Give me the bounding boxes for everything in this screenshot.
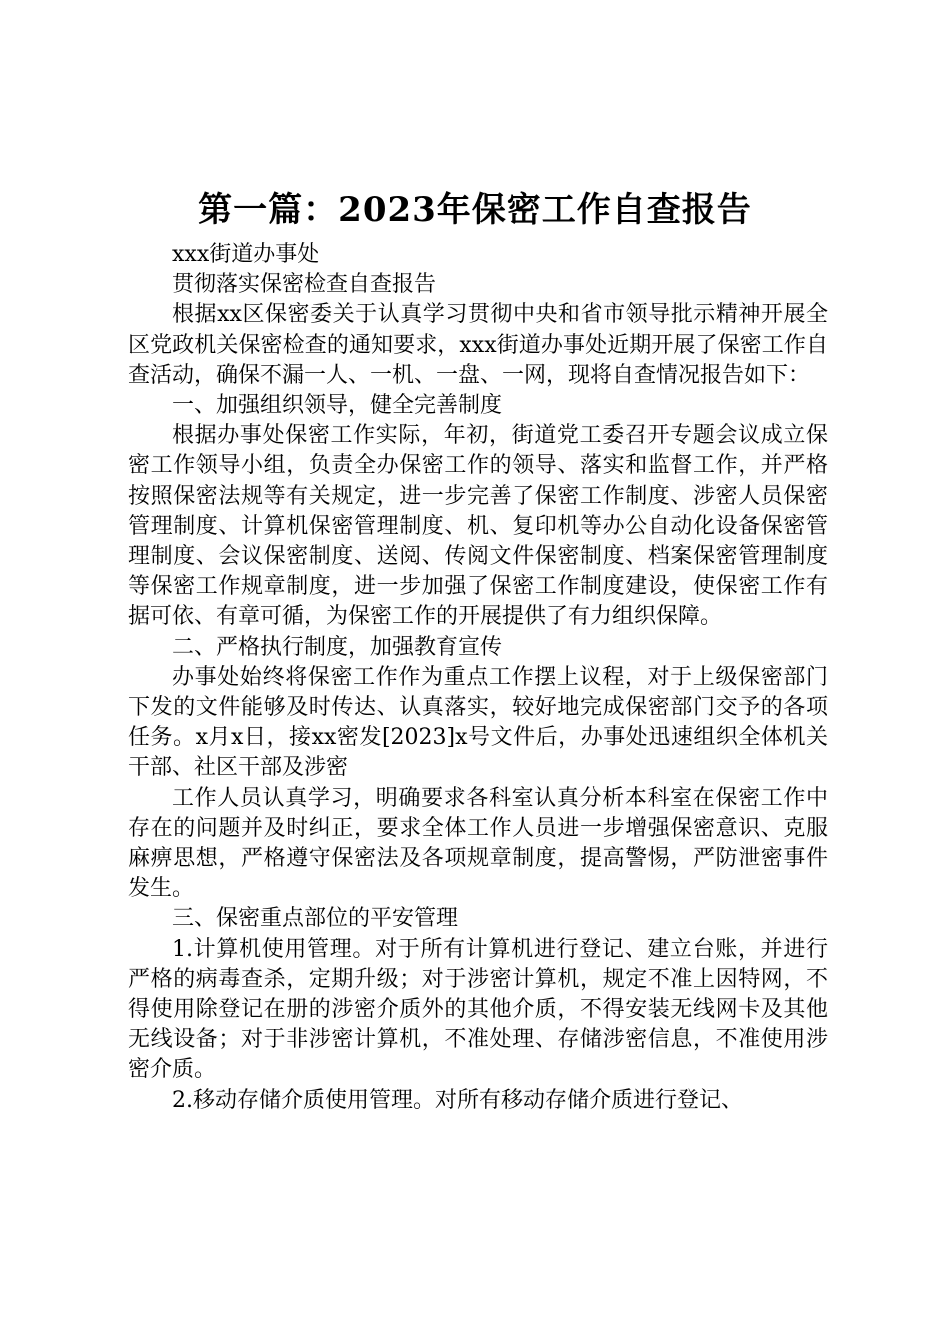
section-heading-1: 一、加强组织领导，健全完善制度 [172, 393, 503, 419]
document-body [128, 240, 828, 1116]
paragraph-issuer: xxx街道办事处 [172, 242, 320, 267]
paragraph-subtitle: 贯彻落实保密检查自查报告 [172, 272, 437, 298]
section-heading-3: 三、保密重点部位的平安管理 [172, 906, 459, 932]
paragraph-item-2: 2.移动存储介质使用管理。对所有移动存储介质进行登记、 [172, 1087, 743, 1113]
paragraph-item-1: 1.计算机使用管理。对于所有计算机进行登记、建立台账，并进行严格的病毒查杀，定期升级；对于涉密计算机，规定不准上因特网，不得使用除登记在册的涉密介质外的其他介质，不得安装无线网卡及其他无线设备；对于非涉密计算机，不准处理、存储涉密信息，不准使用涉密介质。 [128, 936, 828, 1083]
section-heading-2: 二、严格执行制度，加强教育宣传 [172, 634, 503, 660]
paragraph-section-1: 根据办事处保密工作实际，年初，街道党工委召开专题会议成立保密工作领导小组，负责全办保密工作的领导、落实和监督工作，并严格按照保密法规等有关规定，进一步完善了保密工作制度、涉密人员保密管理制度、计算机保密管理制度、机、复印机等办公自动化设备保密管理制度、会议保密制度、送阅、传阅文件保密制度、档案保密管理制度等保密工作规章制度，进一步加强了保密工作制度建设，使保密工作有据可依、有章可循，为保密工作的开展提供了有力组织保障。 [128, 423, 828, 630]
document-title: 第一篇：2023年保密工作自查报告 [198, 190, 752, 230]
paragraph-section-2a: 办事处始终将保密工作作为重点工作摆上议程，对于上级保密部门下发的文件能够及时传达、认真落实，较好地完成保密部门交予的各项任务。x月x日，接xx密发[2023]x号文件后，办事处迅速组织全体机关干部、社区干部及涉密 [128, 664, 828, 781]
paragraph-intro: 根据xx区保密委关于认真学习贯彻中央和省市领导批示精神开展全区党政机关保密检查的通知要求，xxx街道办事处近期开展了保密工作自查活动，确保不漏一人、一机、一盘、一网，现将自查情况报告如下： [128, 302, 828, 388]
paragraph-section-2b: 工作人员认真学习，明确要求各科室认真分析本科室在保密工作中存在的问题并及时纠正，要求全体工作人员进一步增强保密意识、克服麻痹思想，严格遵守保密法及各项规章制度，提高警惕，严防泄密事件发生。 [128, 785, 828, 902]
